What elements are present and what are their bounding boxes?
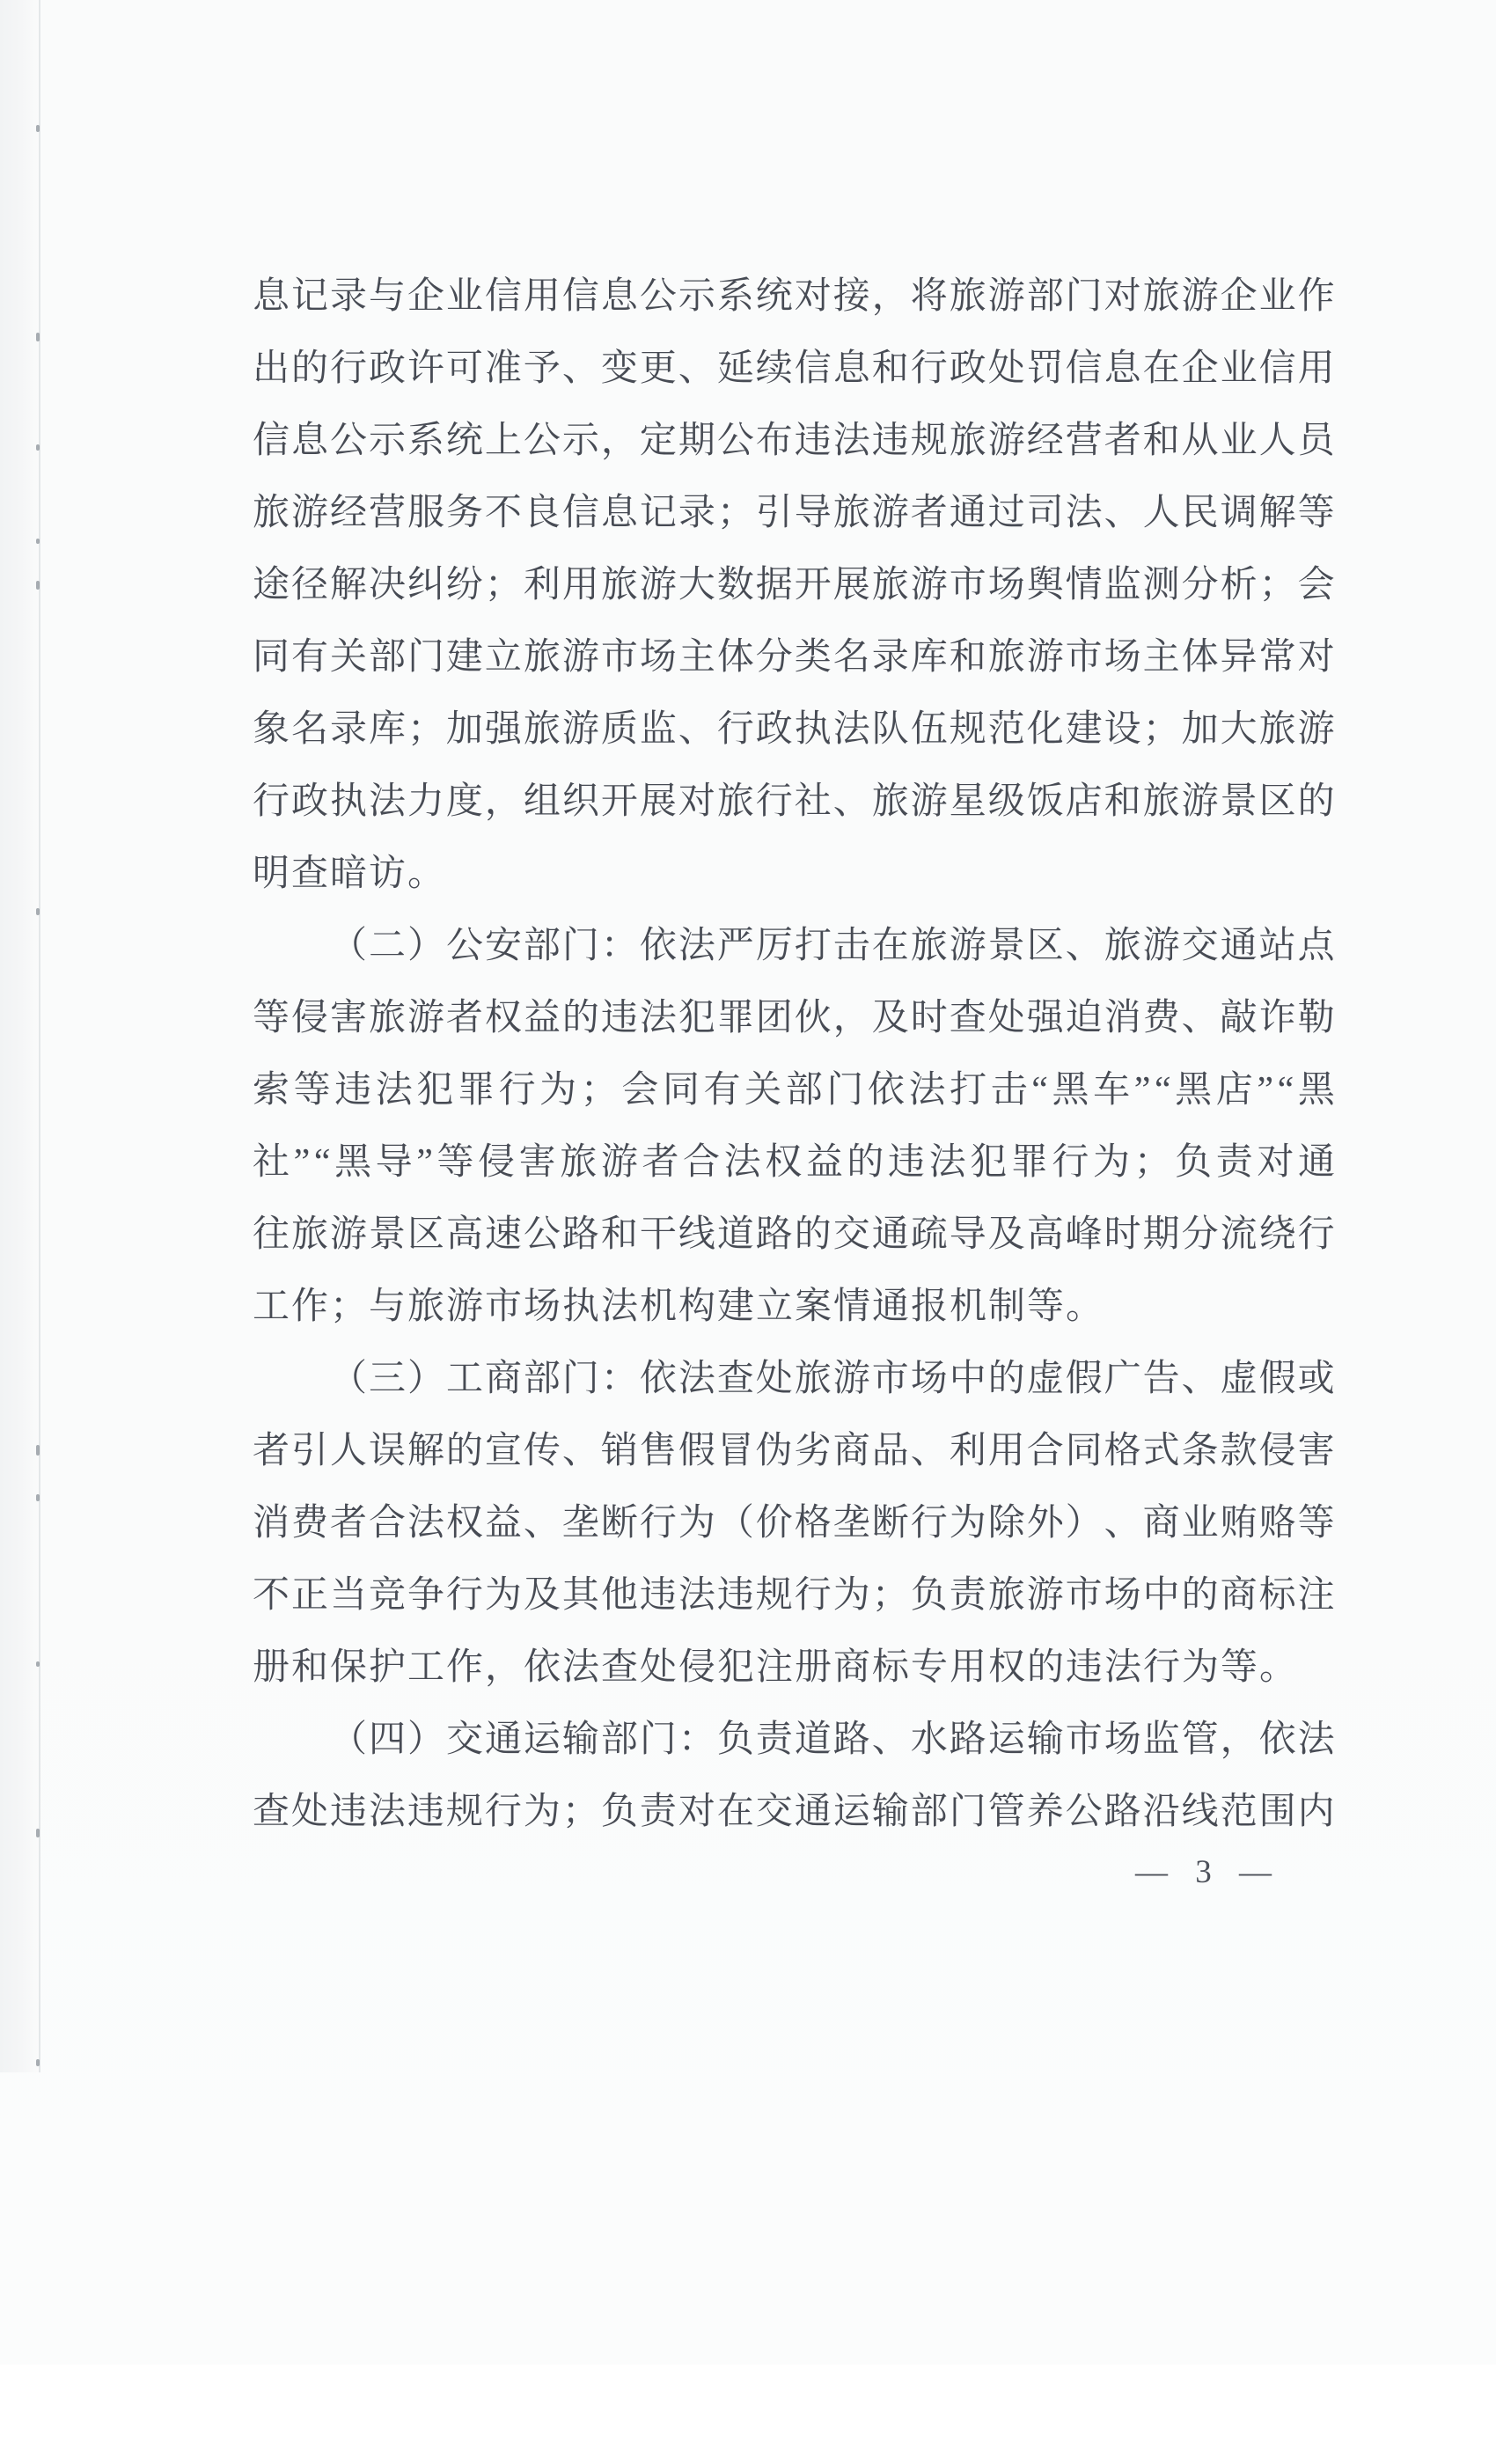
scan-edge-mark <box>36 1661 40 1667</box>
scan-edge-mark <box>36 333 40 341</box>
document-line: 同 有 关 部 门 建 立 旅 游 市 场 主 体 分 类 名 录 库 和 旅 游 市 场 主 体 异 常 对 <box>253 637 1335 678</box>
document-line: 册和保护工作，依法查处侵犯注册商标专用权的违法行为等。 <box>253 1647 1299 1688</box>
document-line: 社 ” “ 黑 导 ” 等 侵 害 旅 游 者 合 法 权 益 的 违 法 犯 罪 行 为 ； 负 责 对 通 <box>253 1142 1335 1183</box>
document-line: 象 名 录 库 ； 加 强 旅 游 质 监 、 行 政 执 法 队 伍 规 范 化 建 设 ； 加 大 旅 游 <box>253 709 1335 750</box>
scan-edge-mark <box>36 444 40 451</box>
document-line: 出 的 行 政 许 可 准 予 、 变 更 、 延 续 信 息 和 行 政 处 罚 信 息 在 企 业 信 用 <box>253 348 1335 389</box>
document-line: 等 侵 害 旅 游 者 权 益 的 违 法 犯 罪 团 伙 ， 及 时 查 处 强 迫 消 费 、 敲 诈 勒 <box>253 998 1335 1038</box>
page-number: — 3 — <box>1135 1854 1273 1890</box>
scan-edge-mark <box>36 581 40 590</box>
document-line: 查 处 违 法 违 规 行 为 ； 负 责 对 在 交 通 运 输 部 门 管 养 公 路 沿 线 范 围 内 <box>253 1792 1335 1832</box>
document-line: 索 等 违 法 犯 罪 行 为 ； 会 同 有 关 部 门 依 法 打 击 “ 黑 车 ” “ 黑 店 ” “ 黑 <box>253 1070 1335 1111</box>
scan-edge-mark <box>36 539 40 544</box>
document-line: 不 正 当 竞 争 行 为 及 其 他 违 法 违 规 行 为 ； 负 责 旅 游 市 场 中 的 商 标 注 <box>253 1575 1335 1616</box>
document-line: 往 旅 游 景 区 高 速 公 路 和 干 线 道 路 的 交 通 疏 导 及 高 峰 时 期 分 流 绕 行 <box>253 1214 1335 1255</box>
document-line: 信 息 公 示 系 统 上 公 示 ， 定 期 公 布 违 法 违 规 旅 游 经 营 者 和 从 业 人 员 <box>253 421 1335 461</box>
scan-edge-mark <box>36 908 40 915</box>
document-line: （ 二 ） 公 安 部 门 ： 依 法 严 厉 打 击 在 旅 游 景 区 、 旅 游 交 通 站 点 <box>330 926 1335 966</box>
scan-edge-mark <box>36 1445 40 1456</box>
document-line: 者 引 人 误 解 的 宣 传 、 销 售 假 冒 伪 劣 商 品 、 利 用 合 同 格 式 条 款 侵 害 <box>253 1431 1335 1471</box>
document-line: 明查暗访。 <box>253 854 447 894</box>
document-line: 旅 游 经 营 服 务 不 良 信 息 记 录 ； 引 导 旅 游 者 通 过 司 法 、 人 民 调 解 等 <box>253 493 1335 533</box>
scan-edge-mark <box>36 2059 40 2066</box>
document-line: 息 记 录 与 企 业 信 用 信 息 公 示 系 统 对 接 ， 将 旅 游 部 门 对 旅 游 企 业 作 <box>253 276 1335 317</box>
document-line: 行 政 执 法 力 度 ， 组 织 开 展 对 旅 行 社 、 旅 游 星 级 饭 店 和 旅 游 景 区 的 <box>253 781 1335 822</box>
scan-edge-mark <box>36 1494 40 1501</box>
document-line: （ 三 ） 工 商 部 门 ： 依 法 查 处 旅 游 市 场 中 的 虚 假 广 告 、 虚 假 或 <box>330 1359 1335 1399</box>
document-body-text <box>253 260 1335 1848</box>
document-line: 工作；与旅游市场执法机构建立案情通报机制等。 <box>253 1287 1105 1327</box>
document-line: （ 四 ） 交 通 运 输 部 门 ： 负 责 道 路 、 水 路 运 输 市 场 监 管 ， 依 法 <box>330 1720 1335 1760</box>
document-line: 消 费 者 合 法 权 益 、 垄 断 行 为 （ 价 格 垄 断 行 为 除 外 ） 、 商 业 贿 赂 等 <box>253 1503 1335 1544</box>
document-line: 途 径 解 决 纠 纷 ； 利 用 旅 游 大 数 据 开 展 旅 游 市 场 舆 情 监 测 分 析 ； 会 <box>253 565 1335 605</box>
scan-left-edge-shadow <box>0 0 40 2072</box>
scan-edge-mark <box>36 125 40 132</box>
scan-edge-mark <box>36 1829 40 1837</box>
